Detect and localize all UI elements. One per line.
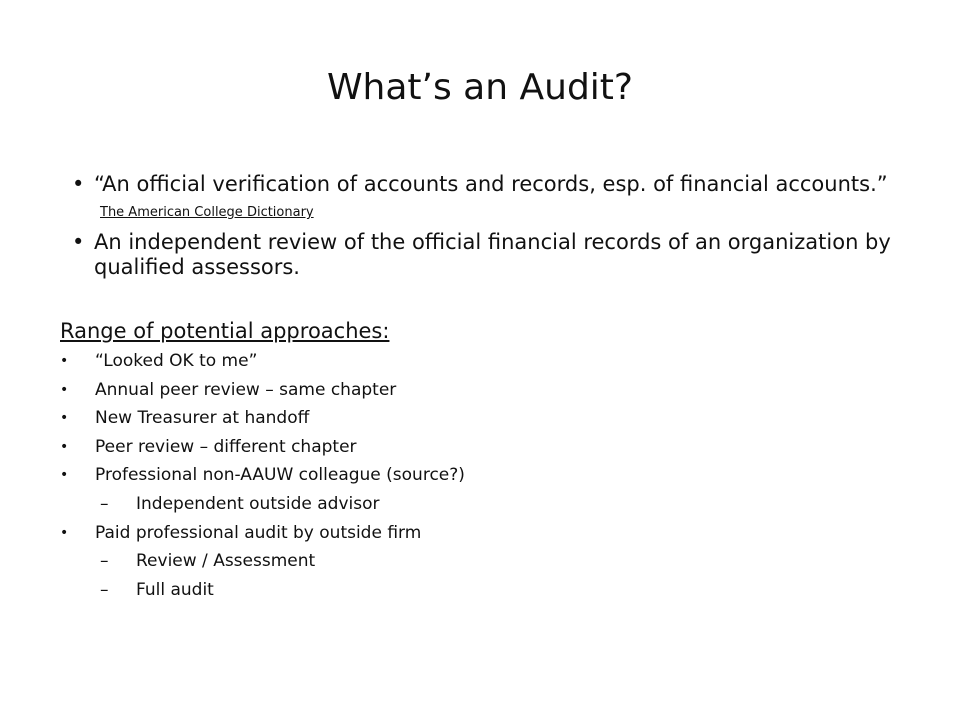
bullet-icon: •	[72, 230, 85, 254]
approach-label: “Looked OK to me”	[95, 351, 258, 371]
slide-title: What’s an Audit?	[326, 67, 634, 108]
bullet-icon: •	[60, 410, 69, 426]
dash-icon: –	[100, 494, 109, 514]
approach-sublabel: Review / Assessment	[136, 551, 316, 571]
bullet-icon: •	[60, 467, 69, 483]
definition-text: “An official verification of accounts and records, esp. of financial accounts.”	[94, 172, 888, 196]
approach-label: Peer review – different chapter	[95, 437, 357, 457]
bullet-icon: •	[72, 172, 85, 196]
definition-source: The American College Dictionary	[100, 205, 314, 220]
dash-icon: –	[100, 580, 109, 600]
dash-icon: –	[100, 551, 109, 571]
approach-label: Paid professional audit by outside firm	[95, 523, 422, 543]
bullet-icon: •	[60, 525, 69, 541]
definition-text: An independent review of the official financial records of an organization by qualified assessors.	[94, 230, 891, 279]
approach-sublabel: Full audit	[136, 580, 214, 600]
bullet-icon: •	[60, 353, 69, 369]
approaches-heading: Range of potential approaches:	[60, 319, 390, 343]
approach-sublabel: Independent outside advisor	[136, 494, 380, 514]
bullet-icon: •	[60, 439, 69, 455]
approach-label: Annual peer review – same chapter	[95, 380, 397, 400]
approach-label: New Treasurer at handoff	[95, 408, 310, 428]
bullet-icon: •	[60, 382, 69, 398]
approach-label: Professional non-AAUW colleague (source?)	[95, 465, 465, 485]
